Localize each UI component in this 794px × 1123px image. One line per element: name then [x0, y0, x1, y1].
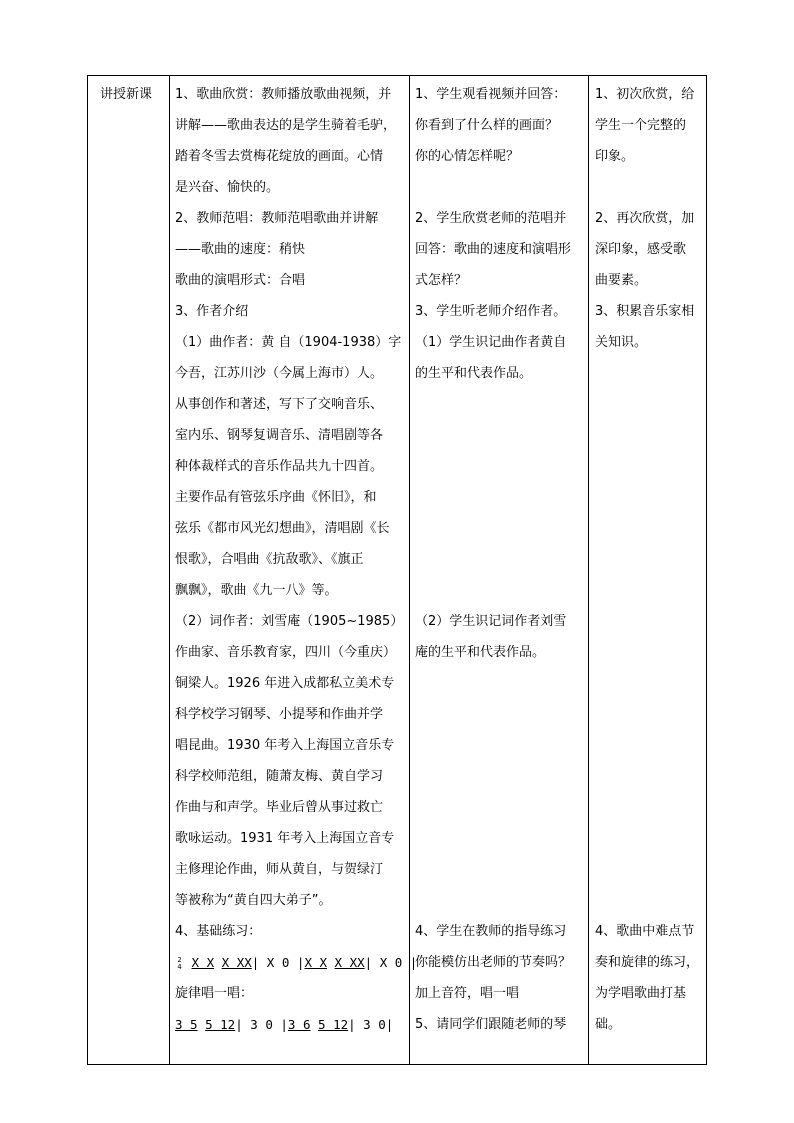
purpose-section-2 [595, 203, 707, 296]
text-line: 踏着冬雪去赏梅花绽放的画面。心情 [175, 149, 384, 164]
text-line: ——歌曲的速度：稍快 [175, 242, 306, 257]
text-line: 等被称为“黄自四大弟子”。 [175, 893, 332, 908]
text-line: 作曲家、音乐教育家，四川（今重庆） [175, 645, 397, 660]
student-section-2 [415, 203, 587, 296]
teacher-section-2 [175, 203, 407, 296]
text-line: 今吾，江苏川沙（今属上海市）人。 [175, 366, 384, 381]
rhythm-bar: | X 0 | [251, 955, 305, 970]
text-line: 2、学生欣赏老师的范唱并 [415, 211, 567, 226]
rhythm-line [175, 947, 418, 978]
student-section-4 [415, 916, 587, 1040]
column-divider [588, 76, 589, 1064]
text-line: 弦乐《都市风光幻想曲》，清唱剧《长 [175, 521, 390, 536]
text-line: 础。 [595, 1017, 622, 1032]
text-line: 飘飘》，歌曲《九一八》等。 [175, 583, 338, 598]
melody-bar: | 3 0| [348, 1017, 394, 1032]
text-line: 是兴奋、愉快的。 [175, 180, 280, 195]
rhythm-note: X XX [221, 955, 252, 970]
text-line: 4、歌曲中难点节 [595, 924, 695, 939]
text-line: 3、学生听老师介绍作者。 [415, 304, 567, 319]
text-line: 2、再次欣赏，加 [595, 211, 695, 226]
teaching-purpose [595, 76, 707, 1064]
text-line: 你能模仿出老师的节奏吗？ [415, 955, 572, 970]
text-line: 讲解——歌曲表达的是学生骑着毛驴， [175, 118, 397, 133]
text-line: 歌咏运动。1931 年考入上海国立音专 [175, 831, 395, 846]
text-line: 奏和旋律的练习， [595, 955, 700, 970]
text-line: 种体裁样式的音乐作品共九十四首。 [175, 459, 384, 474]
teacher-section-3 [175, 296, 407, 327]
text-line: （2）学生识记词作者刘雪 [415, 614, 567, 629]
text-line: 铜梁人。1926 年进入成都私立美术专 [175, 676, 395, 691]
column-divider [409, 76, 410, 1064]
text-line: 1、学生观看视频并回答： [415, 87, 567, 102]
text-line: 2、教师范唱：教师范唱歌曲并讲解 [175, 211, 379, 226]
melody-note: 3 5 [175, 1017, 198, 1032]
student-section-3a [415, 327, 587, 606]
lyricist-intro [175, 606, 407, 916]
text-line: 庵的生平和代表作品。 [415, 645, 546, 660]
text-line: 歌曲的演唱形式：合唱 [175, 273, 306, 288]
text-line: 回答：歌曲的速度和演唱形 [415, 242, 572, 257]
text-line: 恨歌》，合唱曲《抗敌歌》、《旗正 [175, 552, 364, 567]
text-line: 5、请同学们跟随老师的琴 [415, 1017, 567, 1032]
spacer [415, 172, 587, 203]
text-line: 科学校学习钢琴、小提琴和作曲并学 [175, 707, 384, 722]
purpose-section-3 [595, 296, 707, 916]
melody-bar: | 3 0 | [235, 1017, 288, 1032]
melody-note: 3 6 [287, 1017, 311, 1032]
text-line: 主要作品有管弦乐序曲《怀旧》，和 [175, 490, 377, 505]
text-line: 深印象，感受歌 [595, 242, 687, 257]
teacher-section-4 [175, 916, 418, 1040]
lesson-table [87, 75, 707, 1065]
time-signature [175, 957, 184, 971]
text-line: 关知识。 [595, 335, 648, 350]
text-line: 式怎样？ [415, 273, 468, 288]
student-activities [415, 76, 587, 1064]
rhythm-note: X X [304, 955, 328, 970]
text-line: 主修理论作曲，师从黄自，与贺绿汀 [175, 862, 384, 877]
meter-top: 2 [177, 955, 182, 964]
text-line: 4、基础练习： [175, 924, 262, 939]
text-line: 的生平和代表作品。 [415, 366, 533, 381]
rhythm-bar: | X 0 | [364, 955, 418, 970]
text-line: 4、学生在教师的指导练习 [415, 924, 567, 939]
text-line: 3、积累音乐家相 [595, 304, 695, 319]
text-line: 加上音符，唱一唱 [415, 986, 520, 1001]
column-divider [169, 76, 170, 1064]
text-line: 室内乐、钢琴复调音乐、清唱剧等各 [175, 428, 384, 443]
teacher-activities [175, 76, 418, 1064]
melody-line [175, 1009, 407, 1040]
meter-bottom: 4 [177, 962, 182, 971]
rhythm-note: X X [191, 955, 215, 970]
text-line: 学生一个完整的 [595, 118, 687, 133]
text-line: 旋律唱一唱： [175, 986, 254, 1001]
text-line: 1、初次欣赏，给 [595, 87, 695, 102]
student-section-1 [415, 79, 587, 203]
text-line: 你的心情怎样呢？ [415, 149, 520, 164]
text-line: 3、作者介绍 [175, 304, 249, 319]
rhythm-note: X XX [334, 955, 365, 970]
melody-note: 5 12 [318, 1017, 349, 1032]
text-line: 唱昆曲。1930 年考入上海国立音乐专 [175, 738, 395, 753]
teacher-section-1 [175, 79, 407, 203]
text-line: 作曲与和声学。毕业后曾从事过救亡 [175, 800, 384, 815]
text-line: 你看到了什么样的画面？ [415, 118, 559, 133]
student-section-3 [415, 296, 587, 327]
text-line: （1）曲作者：黄 自（1904-1938）字 [175, 335, 402, 350]
student-section-3b [415, 606, 587, 916]
text-line: 1、歌曲欣赏：教师播放歌曲视频，并 [175, 87, 392, 102]
melody-note: 5 12 [205, 1017, 236, 1032]
text-line: 为学唱歌曲打基 [595, 986, 687, 1001]
text-line: 科学校师范组，随萧友梅、黄自学习 [175, 769, 384, 784]
text-line: 曲要素。 [595, 273, 648, 288]
row-label: 讲授新课 [100, 87, 153, 102]
purpose-section-1 [595, 79, 707, 203]
composer-intro [175, 327, 407, 606]
text-line: （2）词作者：刘雪庵（1905~1985） [175, 614, 404, 629]
text-line: （1）学生识记曲作者黄自 [415, 335, 567, 350]
purpose-section-4 [595, 916, 707, 1040]
text-line: 印象。 [595, 149, 635, 164]
text-line: 从事创作和著述，写下了交响音乐、 [175, 397, 384, 412]
